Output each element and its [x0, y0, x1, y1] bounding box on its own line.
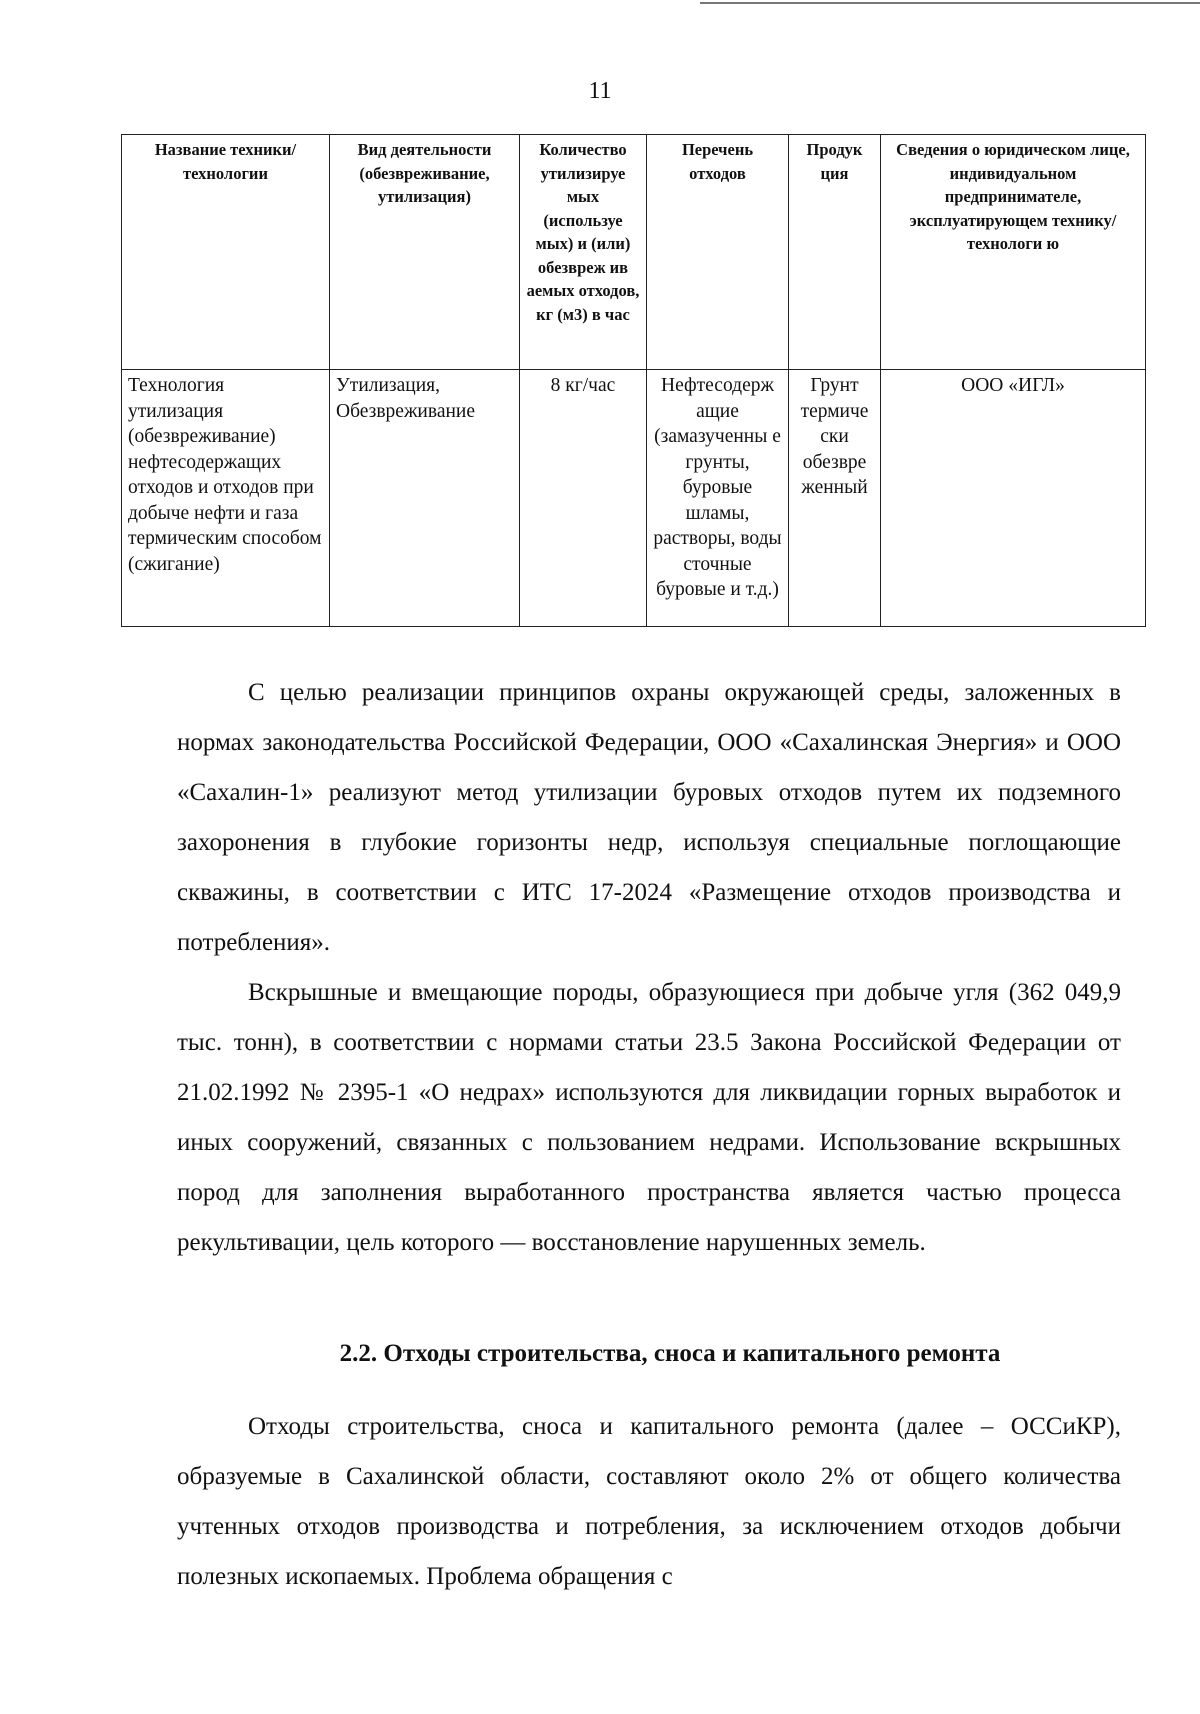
header-technology-name: Название техники/ технологии	[122, 135, 330, 370]
header-operator-info: Сведения о юридическом лице, индивидуальном предпринимателе, эксплуатирующем технику/технологи ю	[881, 135, 1146, 370]
table-row	[122, 370, 1146, 627]
cell-product: Грунт термиче ски обезвре женный	[789, 370, 881, 627]
header-waste-quantity: Количество утилизируе мых (используе мых) и (или) обезвреж ив аемых отходов, кг (м3) в час	[520, 135, 647, 370]
body-text	[177, 668, 1121, 1268]
page-number: 11	[588, 78, 612, 104]
cell-waste-quantity: 8 кг/час	[520, 370, 647, 627]
top-edge-line	[700, 2, 1200, 4]
header-product: Продук ция	[789, 135, 881, 370]
section-body	[177, 1402, 1121, 1602]
header-activity-type: Вид деятельности (обезвреживание, утилизация)	[330, 135, 520, 370]
cell-activity-type: Утилизация, Обезвреживание	[330, 370, 520, 627]
paragraph-drilling-waste: С целью реализации принципов охраны окружающей среды, заложенных в нормах законодательства Российской Федерации, ООО «Сахалинская Энергия» и ООО «Сахалин-1» реализуют метод утилизации буровых отходов путем их подземного захоронения в глубокие горизонты недр, используя специальные поглощающие скважины, в соответствии с ИТС 17-2024 «Размещение отходов производства и потребления».	[177, 679, 1121, 956]
paragraph-overburden: Вскрышные и вмещающие породы, образующиеся при добыче угля (362 049,9 тыс. тонн), в соответствии с нормами статьи 23.5 Закона Российской Федерации от 21.02.1992 № 2395-1 «О недрах» используются для ликвидации горных выработок и иных сооружений, связанных с пользованием недрами. Использование вскрышных пород для заполнения выработанного пространства является частью процесса рекультивации, цель которого — восстановление нарушенных земель.	[177, 979, 1121, 1256]
header-waste-list: Перечень отходов	[647, 135, 789, 370]
section-heading: 2.2. Отходы строительства, сноса и капитального ремонта	[339, 1340, 1001, 1367]
cell-technology-name: Технология утилизация (обезвреживание) нефтесодержащих отходов и отходов при добыче нефти и газа термическим способом (сжигание)	[122, 370, 330, 627]
table-header-row	[122, 135, 1146, 370]
cell-operator-info: ООО «ИГЛ»	[881, 370, 1146, 627]
paragraph-construction-waste: Отходы строительства, сноса и капитального ремонта (далее – ОССиКР), образуемые в Сахалинской области, составляют около 2% от общего количества учтенных отходов производства и потребления, за исключением отходов добычи полезных ископаемых. Проблема обращения с	[177, 1413, 1121, 1590]
waste-technology-table	[121, 134, 1146, 627]
cell-waste-list: Нефтесодерж ащие (замазученны е грунты, буровые шламы, растворы, воды сточные буровые и т.д.)	[647, 370, 789, 627]
